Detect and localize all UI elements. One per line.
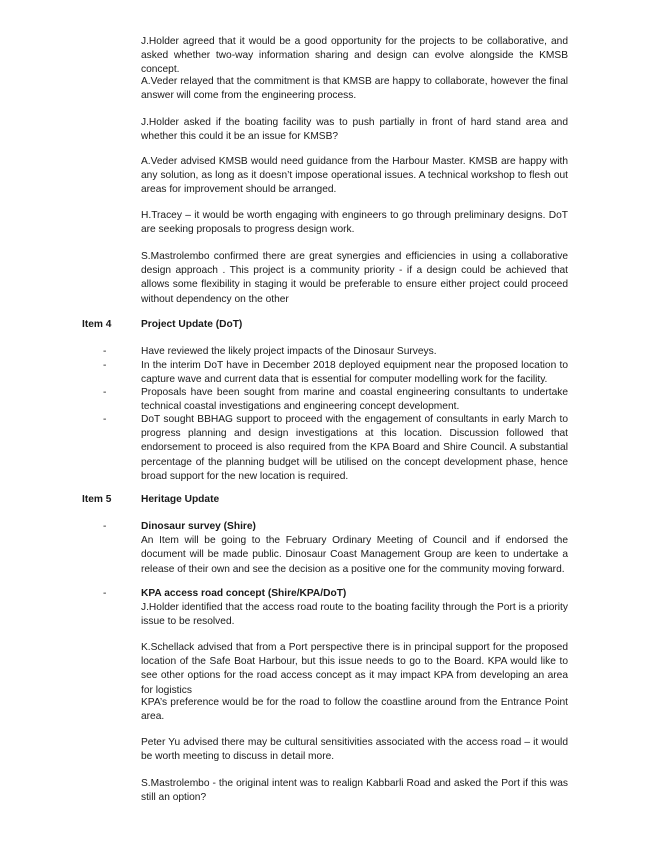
paragraph-holder-boating: J.Holder asked if the boating facility was to push partially in front of hard stand area and whether this could it be an issue for KMSB? [141,117,568,143]
bullet-dash: - [103,521,107,532]
paragraph-kpa-preference: KPA’s preference would be for the road to follow the coastline around from the Entrance Point area. [141,697,568,723]
bullet-text: DoT sought BBHAG support to proceed with the engagement of consultants in early March to progress planning and design investigations at this location. Discussion followed that endorsement to proceed is also required from the KPA Board and Shire Council. A substantial percentage of the planning budget will be utilised on the concept development phase, hence broad support for the new location is required. [141,414,568,482]
paragraph-veder-harbour-master: A.Veder advised KMSB would need guidance from the Harbour Master. KMSB are happy with any solution, as long as it doesn’t impose operational issues. A technical workshop to flesh out areas for improvement should be arranged. [141,156,568,196]
paragraph-mastrolembo-kabbarli: S.Mastrolembo - the original intent was to realign Kabbarli Road and asked the Port if this was still an option? [141,778,568,804]
bullet-dash: - [103,387,107,398]
bullet-text: Proposals have been sought from marine and coastal engineering consultants to undertake technical coastal investigations and engineering concept development. [141,387,568,413]
paragraph-holder-collaboration: J.Holder agreed that it would be a good opportunity for the projects to be collaborative, and asked whether two-way information sharing and design can evolve alongside the KMSB concept. [141,36,568,76]
bullet-dash: - [103,360,107,371]
item-number: Item 5 [82,494,112,505]
subsection-heading: Dinosaur survey (Shire) [141,521,256,532]
bullet-text [141,520,568,577]
bullet-dash: - [103,346,107,357]
paragraph-tracey-engineers: H.Tracey – it would be worth engaging with engineers to go through preliminary designs. DoT are seeking proposals to progress design work. [141,210,568,236]
bullet-dash: - [103,588,107,599]
paragraph-mastrolembo-synergies: S.Mastrolembo confirmed there are great synergies and efficiencies in using a collaborative design approach . This project is a community priority - if a design could be achieved that allows some flexibility in staging it would be preferable to ensure either project could proceed without dependency on the other [141,251,568,305]
paragraph-veder-commitment: A.Veder relayed that the commitment is that KMSB are happy to collaborate, however the final answer will come from the engineering process. [141,76,568,102]
item-number: Item 4 [82,319,112,330]
subsection-heading: KPA access road concept (Shire/KPA/DoT) [141,588,347,599]
paragraph-yu-cultural: Peter Yu advised there may be cultural sensitivities associated with the access road – it would be worth meeting to discuss in detail more. [141,737,568,763]
paragraph-schellack-port: K.Schellack advised that from a Port perspective there is in principal support for the proposed location of the Safe Boat Harbour, but this issue needs to go to the Board. KPA would like to see other options for the road access concept as it may impact KPA from developing an area for logistics [141,642,568,696]
bullet-text: In the interim DoT have in December 2018 deployed equipment near the proposed location to capture wave and current data that is essential for computer modelling work for the facility. [141,360,568,386]
item-title: Heritage Update [141,494,220,505]
bullet-dash: - [103,414,107,425]
subsection-text: An Item will be going to the February Ordinary Meeting of Council and if endorsed the document will be made public. Dinosaur Coast Management Group are keen to undertake a release of their own and see the decision as a positive one for the community moving forward. [141,535,568,575]
bullet-text [141,587,568,630]
subsection-text: J.Holder identified that the access road route to the boating facility through the Port is a priority issue to be resolved. [141,602,568,628]
item-title: Project Update (DoT) [141,319,243,330]
bullet-text: Have reviewed the likely project impacts of the Dinosaur Surveys. [141,346,437,357]
